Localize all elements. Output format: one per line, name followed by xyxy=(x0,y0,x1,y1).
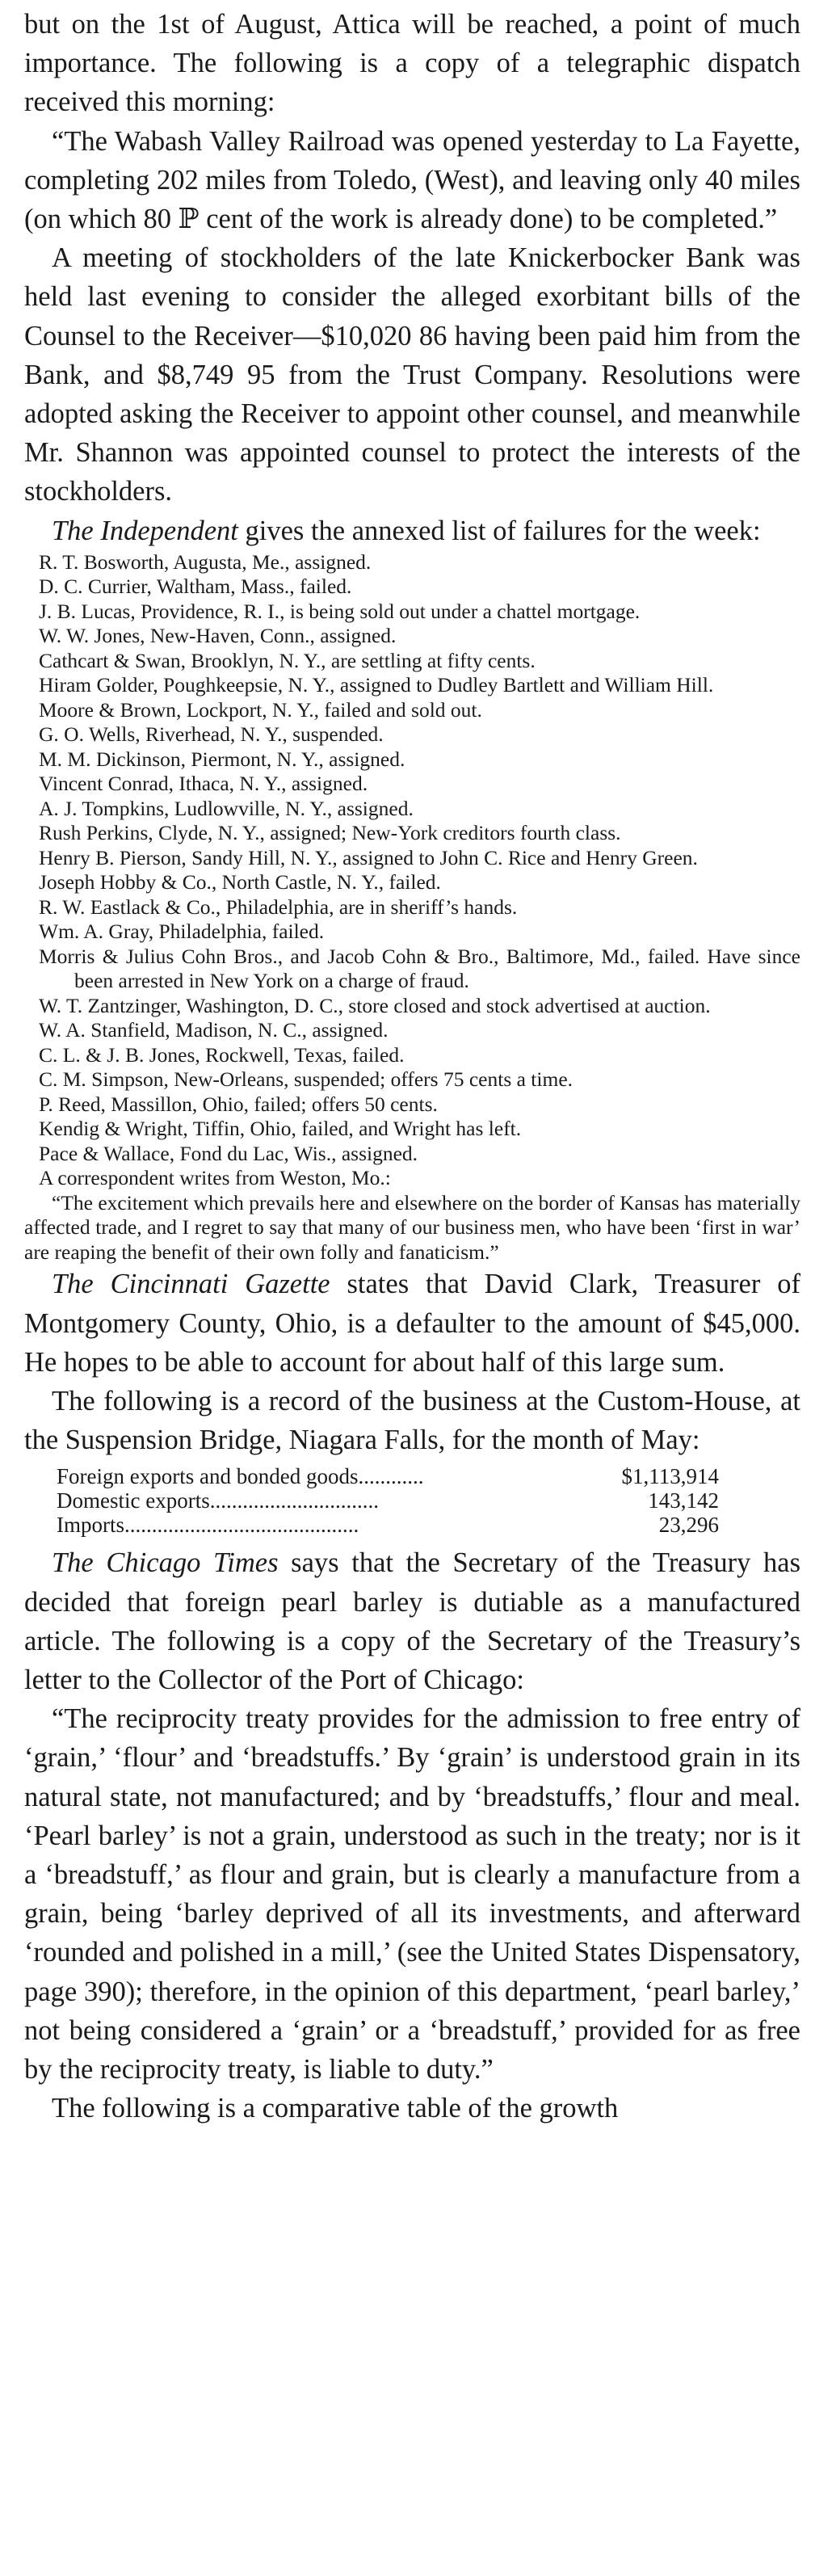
table-row xyxy=(57,1488,719,1513)
list-item: Moore & Brown, Lockport, N. Y., failed and sold out. xyxy=(39,697,482,722)
correspondent-quote: “The excitement which prevails here and elsewhere on the border of Kansas has materially affected trade, and I regret to say that many of our business men, who have been ‘first in war’ are reaping the benefit of their own folly and fanaticism.” xyxy=(24,1190,800,1264)
paragraph-failures-intro xyxy=(24,511,800,550)
list-item: G. O. Wells, Riverhead, N. Y., suspended. xyxy=(39,722,384,747)
list-item: M. M. Dickinson, Piermont, N. Y., assigned. xyxy=(39,747,405,771)
paragraph-pearl-barley xyxy=(24,1543,800,1699)
list-item: Rush Perkins, Clyde, N. Y., assigned; New-York creditors fourth class. xyxy=(39,821,621,845)
paragraph-treaty-quote: “The reciprocity treaty provides for the admission to free entry of ‘grain,’ ‘flour’ and ‘breadstuffs.’ By ‘grain’ is understood grain in its natural state, not manufactured; and by ‘breadstuffs,’ flour and meal. ‘Pearl barley’ is not a grain, understood as such in the treaty; nor is it a ‘breadstuff,’ as flour and grain, but is clearly a manufacture from a grain, being ‘barley deprived of all its investments, and afterward ‘rounded and polished in a mill,’ (see the United States Dispensatory, page 390); therefore, in the opinion of this department, ‘pearl barley,’ not being considered a ‘grain’ or a ‘breadstuff,’ provided for as free by the reciprocity treaty, is liable to duty.” xyxy=(24,1703,800,2085)
paragraph-custom-house: The following is a record of the business at the Custom-House, at the Suspension Bridge, Niagara Falls, for the month of May: xyxy=(24,1385,800,1456)
list-item: W. W. Jones, New-Haven, Conn., assigned. xyxy=(39,624,397,648)
list-item: C. M. Simpson, New-Orleans, suspended; offers 75 cents a time. xyxy=(39,1067,573,1092)
list-item: Henry B. Pierson, Sandy Hill, N. Y., assigned to John C. Rice and Henry Green. xyxy=(39,845,698,869)
list-item: W. T. Zantzinger, Washington, D. C., store closed and stock advertised at auction. xyxy=(39,993,711,1017)
paragraph-text: says that the Secretary of the Treasury has decided that foreign pearl barley is dutiable as a manufactured article. The following is a copy of the Secretary of the Treasury’s letter to the Collector of the Port of Chicago: xyxy=(24,1547,800,1695)
list-item: P. Reed, Massillon, Ohio, failed; offers 50 cents. xyxy=(39,1092,438,1116)
list-item: Joseph Hobby & Co., North Castle, N. Y., failed. xyxy=(39,870,441,894)
list-item: C. L. & J. B. Jones, Rockwell, Texas, failed. xyxy=(39,1042,405,1067)
list-item: Pace & Wallace, Fond du Lac, Wis., assigned. xyxy=(39,1141,418,1165)
list-item: Wm. A. Gray, Philadelphia, failed. xyxy=(39,920,325,944)
row-value: 23,296 xyxy=(658,1513,719,1538)
failures-list xyxy=(24,550,800,1167)
table-row xyxy=(57,1464,719,1488)
paragraph-comparative-table: The following is a comparative table of the growth xyxy=(52,2093,619,2124)
list-item: J. B. Lucas, Providence, R. I., is being sold out under a chattel mortgage. xyxy=(39,599,641,623)
paragraph-railroad: but on the 1st of August, Attica will be reached, a point of much importance. The following is a copy of a telegraphic dispatch received this morning: xyxy=(24,9,800,118)
list-item: Hiram Golder, Poughkeepsie, N. Y., assigned to Dudley Bartlett and William Hill. xyxy=(39,673,714,697)
paragraph-text: states that David Clark, Treasurer of Montgomery County, Ohio, is a defaulter to the amount of $45,000. He hopes to be able to account for about half of this large sum. xyxy=(24,1269,800,1378)
paragraph-knickerbocker: A meeting of stockholders of the late Knickerbocker Bank was held last evening to consider the alleged exorbitant bills of the Counsel to the Receiver—$10,020 86 having been paid him from the Bank, and $8,749 95 from the Trust Company. Resolutions were adopted asking the Receiver to appoint other counsel, and meanwhile Mr. Shannon was appointed counsel to protect the interests of the stockholders. xyxy=(24,242,800,507)
custom-house-table xyxy=(57,1464,719,1537)
list-item: Vincent Conrad, Ithaca, N. Y., assigned. xyxy=(39,772,368,796)
paragraph-defaulter xyxy=(24,1265,800,1382)
list-item: W. A. Stanfield, Madison, N. C., assigned. xyxy=(39,1018,389,1042)
list-item: R. W. Eastlack & Co., Philadelphia, are in sheriff’s hands. xyxy=(39,894,518,919)
list-item: D. C. Currier, Waltham, Mass., failed. xyxy=(39,575,352,599)
list-item: A. J. Tompkins, Ludlowville, N. Y., assigned. xyxy=(39,796,414,820)
publication-name: The Independent xyxy=(52,515,238,546)
row-label: Imports........................................... xyxy=(57,1513,359,1538)
publication-name: The Cincinnati Gazette xyxy=(52,1269,330,1300)
publication-name: The Chicago Times xyxy=(52,1547,279,1579)
paragraph-text: gives the annexed list of failures for the week: xyxy=(237,515,761,546)
row-label: Domestic exports............................... xyxy=(57,1488,379,1513)
table-row xyxy=(57,1513,719,1537)
list-item: Morris & Julius Cohn Bros., and Jacob Cohn & Bro., Baltimore, Md., failed. Have since been arrested in New York on a charge of fraud. xyxy=(39,944,800,993)
paragraph-dispatch: “The Wabash Valley Railroad was opened yesterday to La Fayette, completing 202 miles from Toledo, (West), and leaving only 40 miles (on which 80 ℙ cent of the work is already done) to be completed.” xyxy=(24,125,800,235)
row-label: Foreign exports and bonded goods............ xyxy=(57,1464,424,1489)
correspondent-intro: A correspondent writes from Weston, Mo.: xyxy=(39,1166,391,1190)
list-item: Cathcart & Swan, Brooklyn, N. Y., are settling at fifty cents. xyxy=(39,648,536,672)
list-item: R. T. Bosworth, Augusta, Me., assigned. xyxy=(39,549,372,574)
row-value: 143,142 xyxy=(648,1488,719,1513)
row-value: $1,113,914 xyxy=(621,1464,719,1489)
list-item: Kendig & Wright, Tiffin, Ohio, failed, and Wright has left. xyxy=(39,1117,522,1141)
